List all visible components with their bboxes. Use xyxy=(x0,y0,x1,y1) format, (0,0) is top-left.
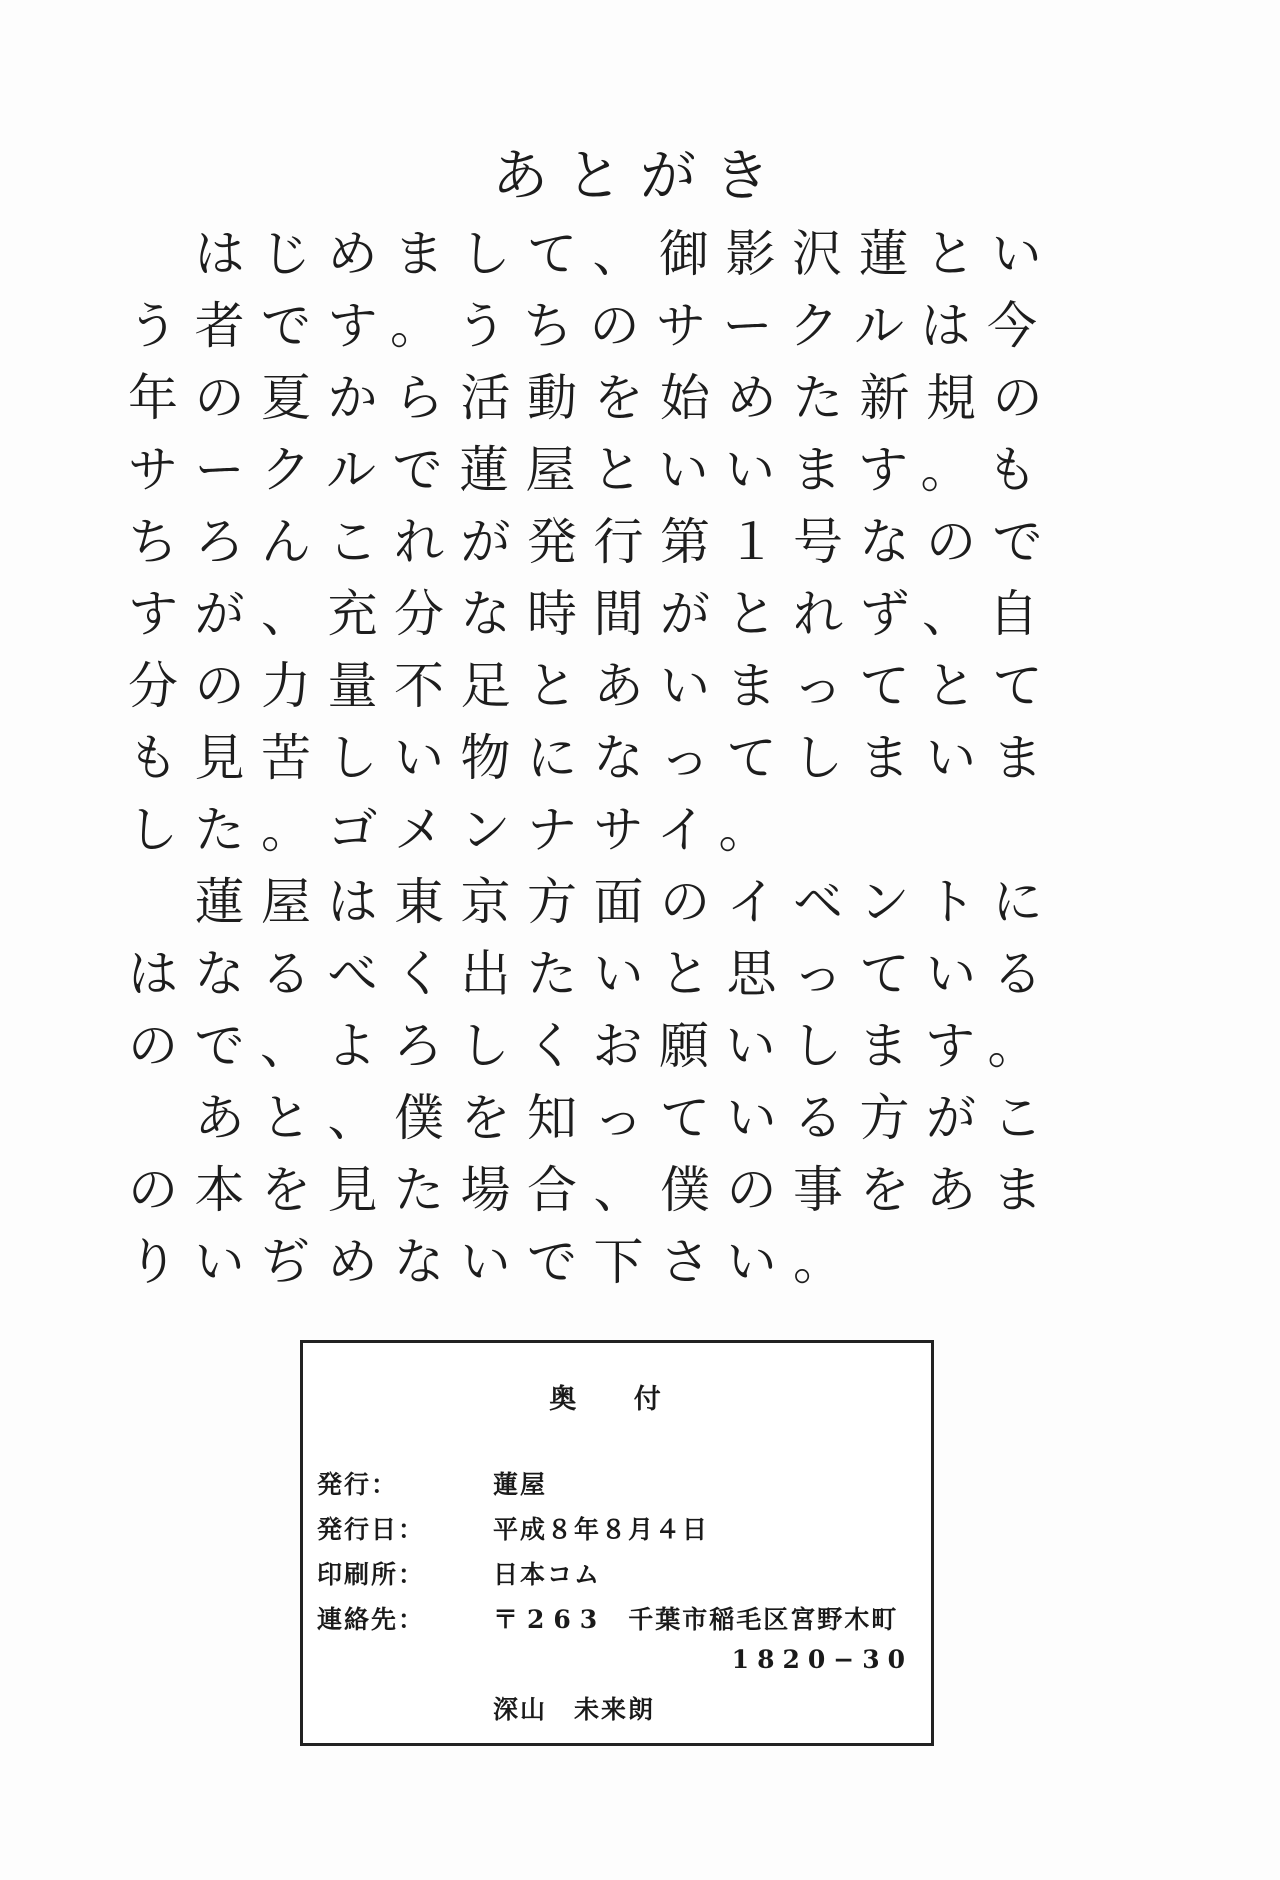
afterword-line: すが、充分な時間がとれず、自 xyxy=(128,585,1055,643)
afterword-line: も見苦しい物になってしまいま xyxy=(128,729,1059,787)
afterword-line: ので、よろしくお願いします。 xyxy=(128,1017,1054,1075)
date-label: 発行日： xyxy=(317,1515,426,1544)
colophon-row-publisher xyxy=(317,1465,547,1501)
postal-code: 〒263 xyxy=(493,1605,607,1634)
afterword-line: 分の力量不足とあいまってとて xyxy=(128,657,1059,715)
colophon-heading: 奥 付 xyxy=(549,1384,685,1415)
afterword-body xyxy=(128,218,1128,1298)
afterword-line: 蓮屋は東京方面のイベントに xyxy=(128,873,1059,931)
colophon-box xyxy=(300,1340,934,1746)
afterword-line: ちろんこれが発行第１号なので xyxy=(128,513,1059,571)
afterword-line: はじめまして、御影沢蓮とい xyxy=(128,225,1058,283)
printer-value: 日本コム xyxy=(493,1560,602,1589)
afterword-line: した。ゴメンナサイ。 xyxy=(128,801,785,859)
afterword-line: う者です。うちのサークルは今 xyxy=(128,297,1054,355)
afterword-line: あと、僕を知っている方がこ xyxy=(128,1089,1059,1147)
address-number: 1820−30 xyxy=(731,1645,913,1674)
colophon-row-date xyxy=(317,1510,709,1546)
page-title: あとがき xyxy=(492,144,788,209)
address-value: 千葉市稲毛区宮野木町 xyxy=(628,1605,899,1634)
contact-name: 深山 未来朗 xyxy=(493,1695,656,1724)
date-value: 平成８年８月４日 xyxy=(493,1515,710,1544)
publisher-label: 発行： xyxy=(317,1470,399,1499)
colophon-row-contact xyxy=(317,1600,898,1636)
afterword-line: はなるべく出たいと思っている xyxy=(128,945,1059,1003)
publisher-value: 蓮屋 xyxy=(493,1470,548,1499)
afterword-line: りいぢめないで下さい。 xyxy=(128,1233,860,1291)
printer-label: 印刷所： xyxy=(317,1560,426,1589)
afterword-line: の本を見た場合、僕の事をあま xyxy=(128,1161,1059,1219)
contact-label: 連絡先： xyxy=(317,1605,426,1634)
afterword-line: 年の夏から活動を始めた新規の xyxy=(128,369,1059,427)
colophon-row-printer xyxy=(317,1555,601,1591)
afterword-line: サークルで蓮屋といいます。も xyxy=(128,441,1054,499)
